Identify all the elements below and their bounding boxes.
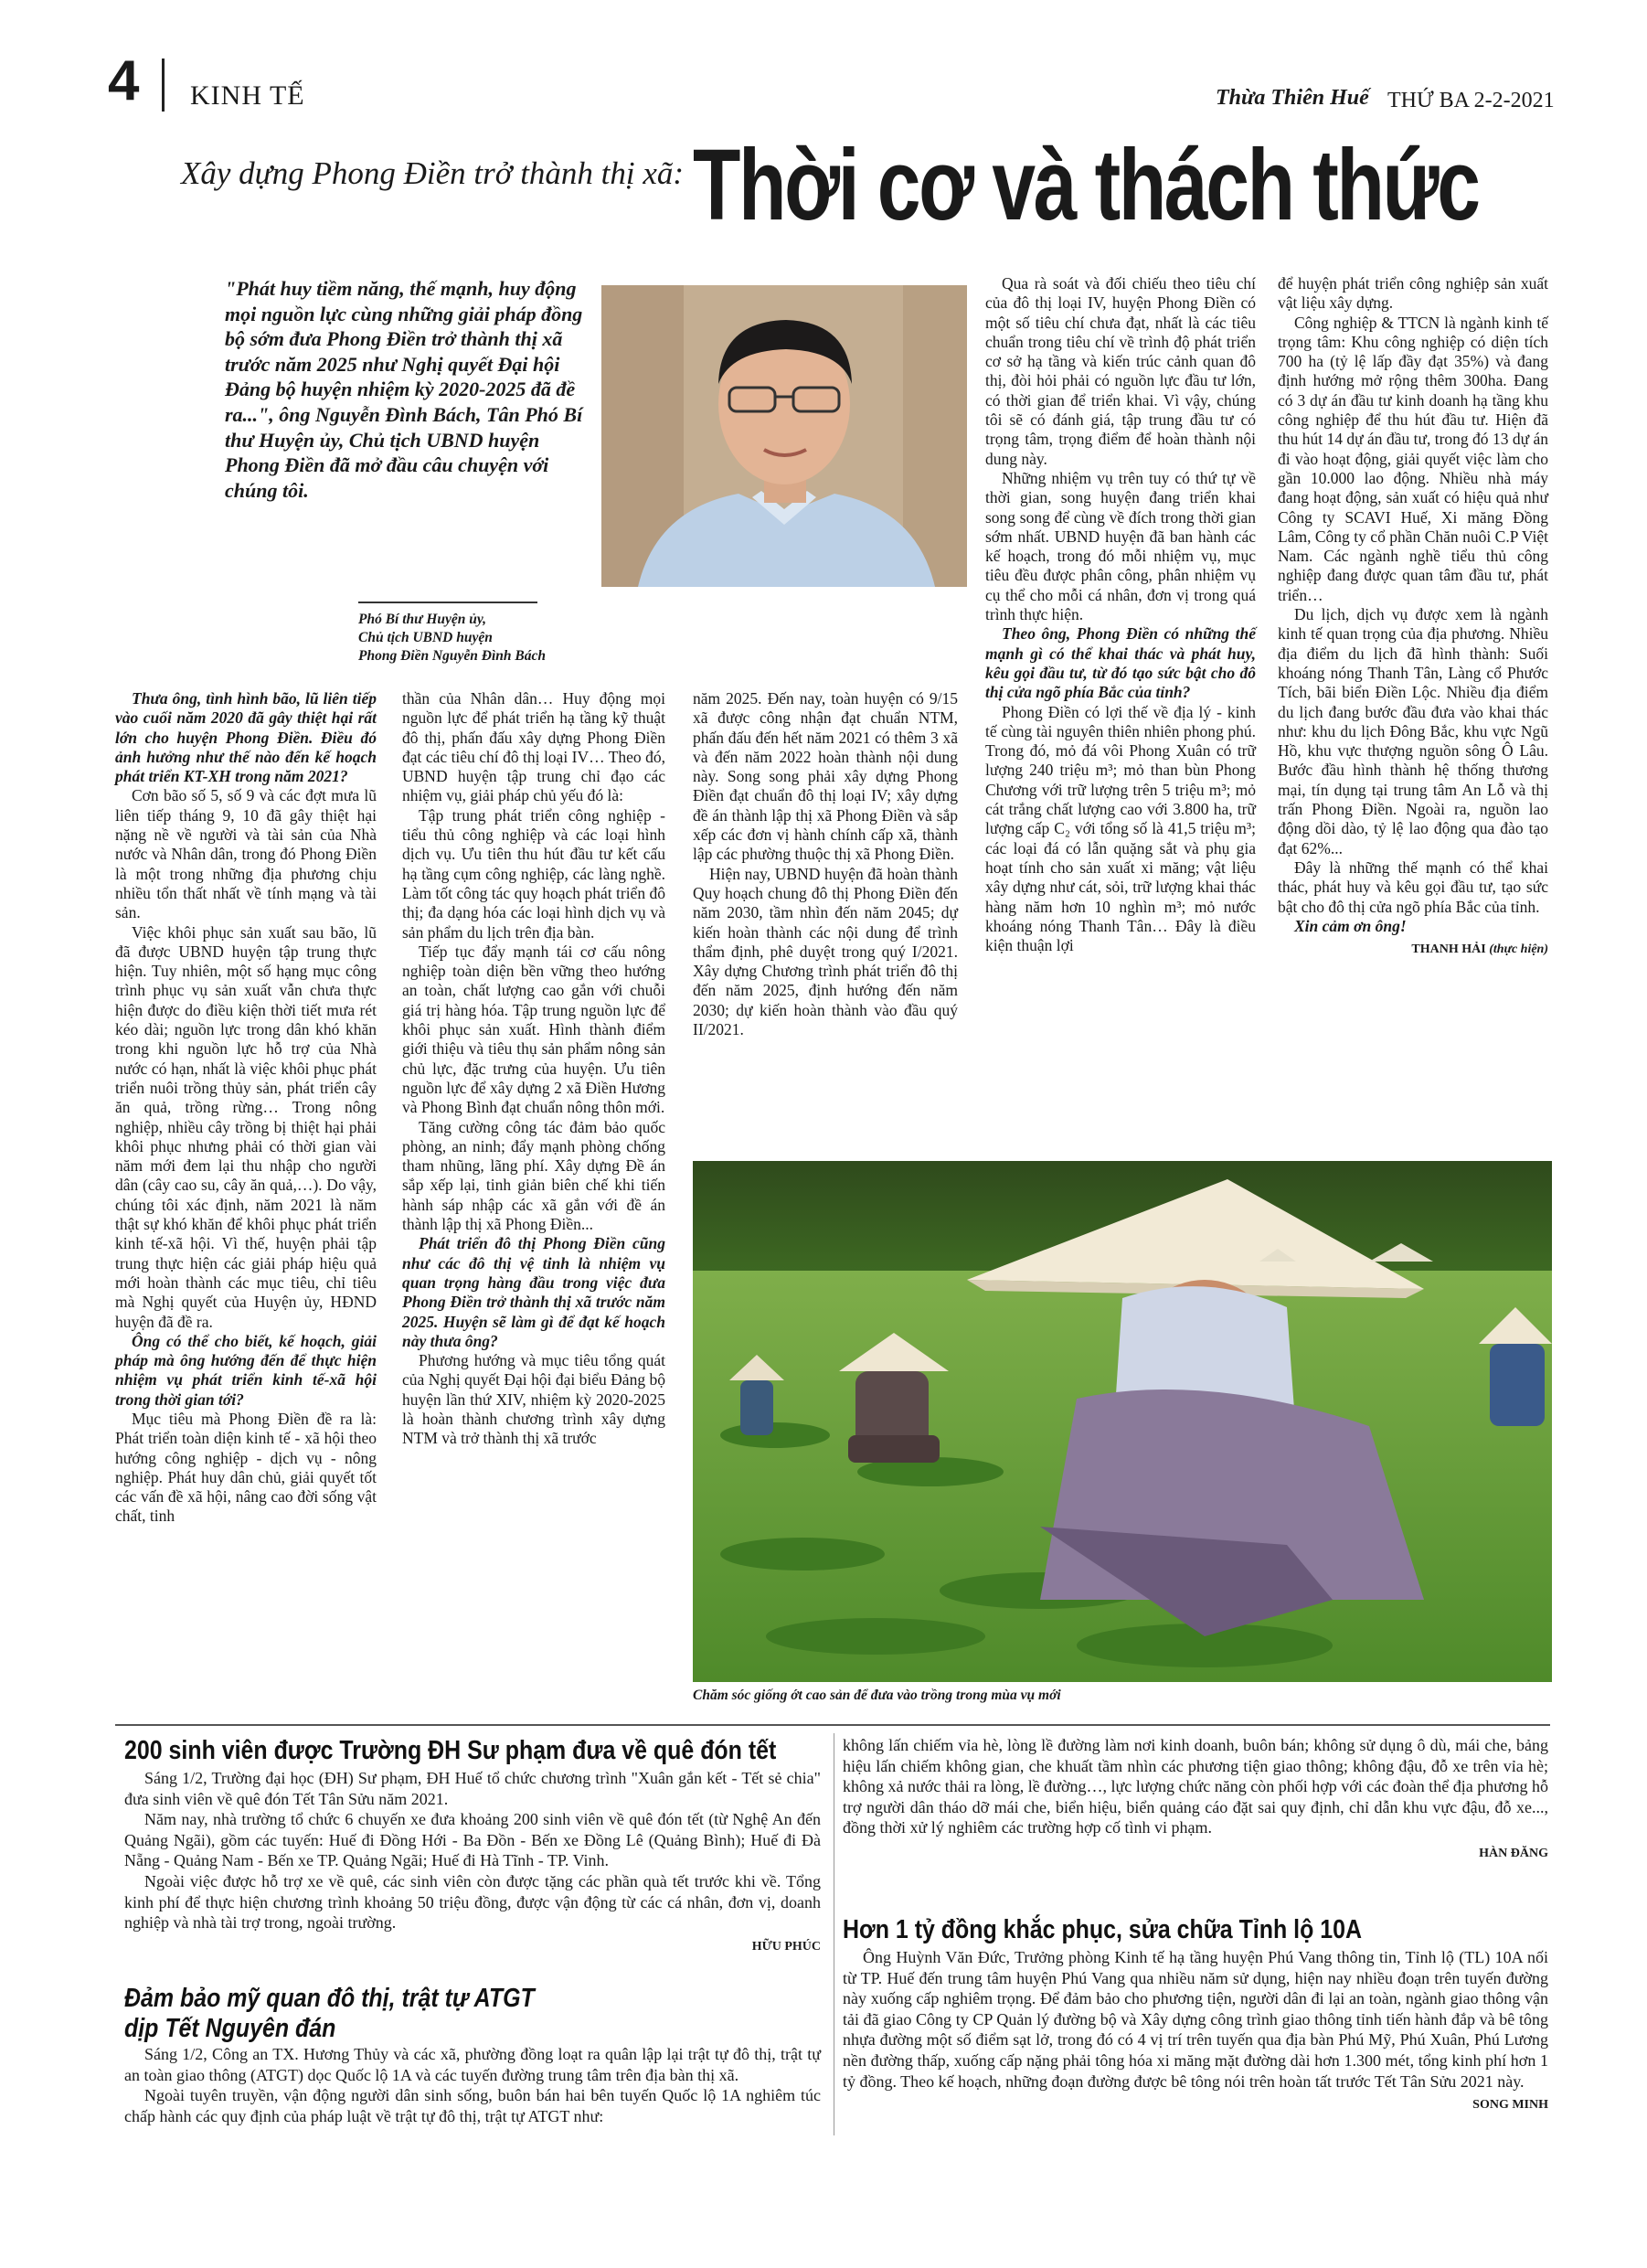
paragraph: Ngoài tuyên truyền, vận động người dân sinh sống, buôn bán hai bên tuyến Quốc lộ 1A nghiêm túc chấp hành các quy định của pháp luật về trật tự đô thị, trật tự ATGT như: <box>124 2086 821 2125</box>
paragraph: Những nhiệm vụ trên tuy có thứ tự về thời gian, song huyện đang triển khai song song để cùng về đích trong thời gian sớm nhất. UBND huyện đã ban hành các kế hoạch, trong đó mỗi nhiệm vụ, mục tiêu đều được phân công, phân nhiệm vụ cụ thể cho mỗi cá nhân, đơn vị trong quá trình thực hiện. <box>985 468 1256 624</box>
news-item-traffic <box>124 1984 821 2126</box>
article-column-2 <box>402 689 665 1449</box>
article-column-1 <box>115 689 377 1527</box>
caption-line: Phong Điền Nguyễn Đình Bách <box>358 648 546 664</box>
paragraph: Phong Điền có lợi thế về địa lý - kinh tế cùng tài nguyên thiên nhiên phong phú. Trong đó, mỏ đá vôi Phong Xuân có trữ lượng 240 triệu m³; mỏ than bùn Phong Chương với trữ lượng trên 5 triệu m³; mỏ cát trắng chất lượng cao với 3.800 ha, trữ lượng cấp C₂ với tổng số là 41,5 triệu m³; các loại đá có lẫn quặng sắt và phụ gia hoạt tính cho sản xuất xi măng; vật liệu xây dựng như cát, sỏi, trữ lượng khai thác hàng năm hơn 10 nghìn m³; mỏ nước khoáng nóng Thanh Tân… Đây là điều kiện thuận lợi <box>985 702 1256 955</box>
man-portrait-illustration <box>601 285 967 587</box>
portrait-caption <box>358 611 546 665</box>
caption-line: Phó Bí thư Huyện ủy, <box>358 612 487 627</box>
page-number: 4 <box>108 49 140 112</box>
paragraph: Ngoài việc được hỗ trợ xe về quê, các sinh viên còn được tặng các phần quà tết trước khi về. Tổng kinh phí để thực hiện chương trình khoảng 50 triệu đồng, được vận động từ các cá nhân, đơn vị, doanh nghiệp và nhà tài trợ trong, ngoài trường. <box>124 1871 821 1933</box>
photo-caption: Chăm sóc giống ớt cao sản để đưa vào trồng trong mùa vụ mới <box>693 1688 1061 1703</box>
farm-workers-illustration <box>693 1161 1552 1682</box>
caption-line: Chủ tịch UBND huyện <box>358 630 493 645</box>
page-header <box>0 0 1647 128</box>
paragraph: Du lịch, dịch vụ được xem là ngành kinh tế quan trọng của địa phương. Nhiều địa điểm du lịch đã hình thành: Suối khoáng nóng Thanh Tân, Làng cổ Phước Tích, bãi biển Điền Lộc. Nhiều địa điểm du lịch đang bước đầu đưa vào khai thác như: khu du lịch Đông Bắc, khu vực Ngũ Hồ, khu vực thượng nguồn sông Ô Lâu. Bước đầu hình thành hệ thống thương mại, tín dụng tại trung tâm An Lỗ và thị trấn Phong Điền. Ngoài ra, nguồn lao động dồi dào, tỷ lệ lao động qua đào tạo đạt 62%... <box>1278 605 1548 857</box>
article-lead: "Phát huy tiềm năng, thế mạnh, huy động mọi nguồn lực cùng những giải pháp đồng bộ sớm đưa Phong Điền trở thành thị xã trước năm 2025 như Nghị quyết Đại hội Đảng bộ huyện nhiệm kỳ 2020-2025 đã đề ra...", ông Nguyễn Đình Bách, Tân Phó Bí thư Huyện ủy, Chủ tịch UBND huyện Phong Điền đã mở đầu câu chuyện với chúng tôi. <box>225 277 583 502</box>
paragraph: Năm nay, nhà trường tổ chức 6 chuyến xe đưa khoảng 200 sinh viên về quê đón tết (từ Nghệ An đến Quảng Ngãi), gồm các tuyến: Huế đi Đồng Hới - Ba Đồn - Bến xe Đồng Lê (Quảng Bình); Huế đi Đà Nẵng - Quảng Nam - Bến xe TP. Quảng Ngãi; Huế đi Hà Tĩnh - TP. Vinh. <box>124 1810 821 1870</box>
paragraph: để huyện phát triển công nghiệp sản xuất vật liệu xây dựng. <box>1278 274 1548 313</box>
portrait-photo <box>601 285 967 587</box>
paragraph: Phương hướng và mục tiêu tổng quát của Nghị quyết Đại hội đại biểu Đảng bộ huyện lần thứ XIV, nhiệm kỳ 2020-2025 là hoàn thành chương trình xây dựng NTM và trở thành thị xã trước <box>402 1351 665 1448</box>
paragraph: Việc khôi phục sản xuất sau bão, lũ đã được UBND huyện tập trung thực hiện. Tuy nhiên, một số hạng mục công trình phục vụ sản xuất vẫn chưa thực hiện được do điều kiện thời tiết mưa rét kéo dài; nguồn lực trong dân khó khăn trong khi nguồn lực hỗ trợ của Nhà nước có hạn, nhất là việc khôi phục phát triển nuôi trồng thủy sản, phát triển cây ăn quả, trồng rừng… Trong nông nghiệp, nhiều cây trồng bị thiệt hại phải khôi phục nhưng phải có thời gian vài năm mới đem lại thu nhập cho người dân (cây cao su, cây ăn quả,…). Do vậy, chúng tôi xác định, năm 2021 là năm thật sự khó khăn để khôi phục phát triển kinh tế-xã hội. Vì thế, huyện phải tập trung thực hiện các giải pháp hiệu quả mới hoàn thành các mục tiêu, chỉ tiêu mà Nghị quyết của Huyện ủy, HĐND huyện đã đề ra. <box>115 922 377 1331</box>
header-divider <box>162 59 165 112</box>
paragraph: Đây là những thế mạnh có thể khai thác, phát huy và kêu gọi đầu tư, tạo sức bật cho đô thị cửa ngõ phía Bắc của tỉnh. <box>1278 857 1548 916</box>
news-box-rule <box>115 1724 1550 1726</box>
paragraph: Tập trung phát triển công nghiệp - tiểu thủ công nghiệp và các loại hình dịch vụ. Ưu tiên thu hút đầu tư kết cấu hạ tầng cụm công nghiệp, các làng nghề. Làm tốt công tác quy hoạch phát triển đô thị; đa dạng hóa các loại hình dịch vụ và sản phẩm du lịch trên địa bàn. <box>402 805 665 942</box>
article-column-3 <box>693 689 958 1039</box>
article-column-5 <box>1278 274 1548 959</box>
article-kicker: Xây dựng Phong Điền trở thành thị xã: <box>181 155 685 191</box>
issue-date: THỨ BA 2-2-2021 <box>1387 89 1555 112</box>
news-item-traffic-continued <box>843 1735 1548 1865</box>
article-column-4 <box>985 274 1256 955</box>
paragraph: Mục tiêu mà Phong Điền đề ra là: Phát triển toàn diện kinh tế - xã hội theo hướng công nghiệp - dịch vụ - nông nghiệp. Phát huy dân chủ, giải quyết tốt các vấn đề xã hội, nâng cao đời sống vật chất, tinh <box>115 1409 377 1526</box>
paragraph: Ông Huỳnh Văn Đức, Trưởng phòng Kinh tế hạ tầng huyện Phú Vang thông tin, Tỉnh lộ (TL) 10A nối từ TP. Huế đến trung tâm huyện Phú Vang qua nhiều năm sử dụng, hiện nay nhiều đoạn trên tuyến đường này xuống cấp nghiêm trọng. Để đảm bảo cho phương tiện, người dân đi lại an toàn, ngành giao thông vận tải đã giao Công ty CP Quản lý đường bộ và Xây dựng công trình giao thông tỉnh tiến hành đắp và bê tông nhựa đường một số điểm sạt lở, trong đó có 4 vị trí trên tuyến qua địa bàn Phú Mỹ, Phú Xuân, Phú Lương nền đường thấp, xuống cấp nặng phải tông hóa xi măng mặt đường dài hơn 1.300 mét, tổng kinh phí hơn 1 tỷ đồng. Theo kế hoạch, những đoạn đường được bê tông nói trên hoàn tất trước Tết Tân Sửu 2021 này. <box>843 1948 1548 2091</box>
article-headline: Thời cơ và thách thức <box>693 129 1479 241</box>
paragraph: Tăng cường công tác đảm bảo quốc phòng, an ninh; đẩy mạnh phòng chống tham nhũng, lãng phí. Xây dựng Đề án sắp xếp lại, tinh giản biên chế khi tiến hành sáp nhập các xã gắn với đề án thành lập thị xã Phong Điền... <box>402 1117 665 1234</box>
news-title: Hơn 1 tỷ đồng khắc phục, sửa chữa Tỉnh lộ 10A <box>843 1915 1362 1944</box>
question: Thưa ông, tình hình bão, lũ liên tiếp vào cuối năm 2020 đã gây thiệt hại rất lớn cho huyện Phong Điền. Điều đó ảnh hưởng như thế nào đến kế hoạch phát triển KT-XH trong năm 2021? <box>115 689 377 786</box>
field-photo <box>693 1161 1552 1682</box>
paragraph: Hiện nay, UBND huyện đã hoàn thành Quy hoạch chung đô thị Phong Điền đến năm 2030, tầm nhìn đến năm 2045; dự kiến hoàn thành các nội dung để trình thẩm định, phê duyệt trong quý I/2021. Xây dựng Chương trình phát triển đô thị đến năm 2025, định hướng đến năm 2030; dự kiến hoàn thành vào đầu quý II/2021. <box>693 864 958 1039</box>
paragraph: Qua rà soát và đối chiếu theo tiêu chí của đô thị loại IV, huyện Phong Điền có một số tiêu chí chưa đạt, nhất là các tiêu chuẩn trong tiêu chí về trình độ phát triển cơ sở hạ tầng và kiến trúc cảnh quan đô thị, đòi hỏi phải có nguồn lực đầu tư lớn, có thời gian để triển khai. Vì vậy, chúng tôi sẽ có đánh giá, tập trung đầu tư có trọng tâm, trọng điểm để hoàn thành nội dung này. <box>985 274 1256 468</box>
paragraph: thần của Nhân dân… Huy động mọi nguồn lực để phát triển hạ tầng kỹ thuật đô thị, phấn đấu xây dựng Phong Điền đạt các tiêu chí đô thị loại IV… Theo đó, UBND huyện tập trung chỉ đạo các nhiệm vụ, giải pháp chủ yếu đó là: <box>402 689 665 805</box>
paragraph: Tiếp tục đẩy mạnh tái cơ cấu nông nghiệp toàn diện bền vững theo hướng an toàn, chất lượng cao gắn với chuỗi giá trị hàng hóa. Tập trung nguồn lực để khôi phục sản xuất. Hình thành điểm giới thiệu và tiêu thụ sản phẩm nông sản chủ lực, đặc trưng của huyện. Ưu tiên nguồn lực để xây dựng 2 xã Điền Hương và Phong Bình đạt chuẩn nông thôn mới. <box>402 942 665 1117</box>
question: Theo ông, Phong Điền có những thế mạnh gì có thể khai thác và phát huy, kêu gọi đầu tư, từ đó tạo sức bật cho đô thị cửa ngõ phía Bắc của tỉnh? <box>985 624 1256 702</box>
news-item-students <box>124 1735 821 1957</box>
section-name: KINH TẾ <box>190 80 305 111</box>
byline-name: THANH HẢI <box>1411 942 1486 957</box>
paragraph: Sáng 1/2, Công an TX. Hương Thủy và các xã, phường đồng loạt ra quân lập lại trật tự đô thị, trật tự an toàn giao thông (ATGT) dọc Quốc lộ 1A và các tuyến đường trung tâm trên địa bàn thị xã. <box>124 2045 821 2084</box>
paragraph: Cơn bão số 5, số 9 và các đợt mưa lũ liên tiếp tháng 9, 10 đã gây thiệt hại nặng nề về người và tài sản của Nhà nước và Nhân dân, trong đó Phong Điền là một trong những địa phương chịu nhiều tổn thất nhất về tính mạng và tài sản. <box>115 786 377 922</box>
news-title-line-2: dịp Tết Nguyên đán <box>124 2014 336 2043</box>
question: Ông có thể cho biết, kế hoạch, giải pháp mà ông hướng đến để thực hiện nhiệm vụ phát triển kinh tế-xã hội trong thời gian tới? <box>115 1331 377 1409</box>
paragraph: Sáng 1/2, Trường đại học (ĐH) Sư phạm, ĐH Huế tổ chức chương trình "Xuân gắn kết - Tết sẻ chia" đưa sinh viên về quê đón Tết Tân Sửu năm 2021. <box>124 1769 821 1808</box>
question: Phát triển đô thị Phong Điền cũng như các đô thị vệ tinh là nhiệm vụ quan trọng hàng đầu trong việc đưa Phong Điền trở thành thị xã trước năm 2025. Huyện sẽ làm gì để đạt kế hoạch này thưa ông? <box>402 1234 665 1350</box>
closing-line: Xin cảm ơn ông! <box>1294 916 1407 935</box>
caption-rule <box>358 602 537 603</box>
news-byline: SONG MINH <box>1472 2098 1548 2113</box>
byline <box>1278 940 1548 959</box>
news-title: 200 sinh viên được Trường ĐH Sư phạm đưa về quê đón tết <box>124 1736 777 1765</box>
news-byline: HỮU PHÚC <box>751 1939 821 1954</box>
news-byline: HÀN ĐĂNG <box>1479 1846 1548 1860</box>
news-title: Đảm bảo mỹ quan đô thị, trật tự ATGT <box>124 1984 535 2013</box>
byline-role: (thực hiện) <box>1489 942 1548 957</box>
news-item-road <box>843 1914 1548 2116</box>
paper-name: Thừa Thiên Huế <box>1216 86 1369 110</box>
paragraph: năm 2025. Đến nay, toàn huyện có 9/15 xã được công nhận đạt chuẩn NTM, phấn đấu đến hết năm 2021 có thêm 3 xã và đến năm 2022 hoàn thành nội dung này. Song song phải xây dựng Phong Điền đạt chuẩn đô thị loại IV; xây dựng đề án thành lập thị xã Phong Điền và sắp xếp các đơn vị hành chính cấp xã, thành lập các phường thuộc thị xã Phong Điền. <box>693 689 958 864</box>
paragraph: Công nghiệp & TTCN là ngành kinh tế trọng tâm: Khu công nghiệp có diện tích 700 ha (tỷ lệ lấp đầy đạt 35%) và đang định hướng mở rộng thêm 300ha. Đang có 3 dự án đầu tư kinh doanh hạ tầng khu công nghiệp để thu hút đầu tư. Hiện đã thu hút 14 dự án đầu tư, trong đó 13 dự án đi vào hoạt động, giải quyết việc làm cho gần 10.000 lao động. Nhiều nhà máy đang hoạt động, sản xuất có hiệu quả như Công ty SCAVI Huế, Xi măng Đồng Lâm, Công ty cổ phần Chăn nuôi C.P Việt Nam. Các ngành nghề tiểu thủ công nghiệp đang được quan tâm đầu tư, phát triển… <box>1278 313 1548 604</box>
paragraph: không lấn chiếm vỉa hè, lòng lề đường làm nơi kinh doanh, buôn bán; không sử dụng ô dù, mái che, bảng hiệu lấn chiếm không gian, che khuất tầm nhìn các phương tiện giao thông; không đậu, đỗ xe trên vỉa hè; không xả nước thải ra lòng, lề đường…, lực lượng chức năng còn phối hợp với các đoàn thể địa phương hỗ trợ người dân tháo dỡ mái che, biển hiệu, biển quảng cáo đặt sai quy định, chỉ dẫn khu vực đậu, đỗ xe..., đồng thời xử lý nghiêm các trường hợp cố tình vi phạm. <box>843 1736 1548 1837</box>
